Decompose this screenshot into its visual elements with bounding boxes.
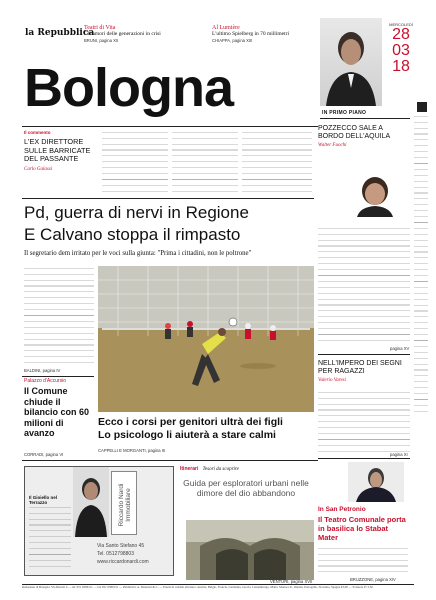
story-title: POZZECCO SALE A BORDO DELL'AQUILA (318, 125, 391, 140)
ad-address: Via Santo Stefano 45 (97, 543, 145, 549)
index-icon (417, 102, 427, 112)
agent-portrait-icon (73, 467, 109, 537)
conductor-photo-icon (348, 462, 404, 502)
newspaper-logo[interactable]: la Repubblica (25, 28, 95, 38)
right-story-san-petronio[interactable] (318, 506, 410, 542)
ad-logo-box (111, 471, 137, 535)
masthead-teaser-2[interactable] (212, 25, 316, 43)
date-month: 03 (392, 42, 410, 59)
editorial[interactable] (24, 130, 96, 172)
date-day: 28 (392, 26, 410, 43)
headline-byline: BALDINI, pagina IV (24, 368, 61, 373)
ad-kicker: Il Gioiello nel Terrazzo (29, 495, 58, 505)
pozzecco-text (318, 228, 410, 346)
bottom-story-author: VENTURI, pagina XVII (270, 579, 313, 584)
abandoned-building-photo (186, 520, 314, 580)
concert-photo (348, 462, 404, 502)
date-box (386, 22, 416, 75)
teaser-title: Teatri di Vita (84, 25, 116, 31)
bottom-story[interactable] (180, 466, 312, 498)
villa-photo-icon (186, 520, 314, 580)
headline-body (24, 268, 94, 368)
date-year: 18 (392, 58, 410, 75)
editorial-section: Il commento (24, 130, 51, 135)
photo-story-headline[interactable] (98, 416, 316, 442)
city-title: Bologna (24, 58, 233, 118)
bottom-story-kicker: Tesori da scoprire (202, 467, 239, 472)
editorial-title: L'EX DIRETTORE SULLE BARRICATE DEL PASSANTE (24, 137, 91, 163)
segni-text (318, 392, 410, 452)
san-petronio-author: BRUZZONE, pagina XIV (350, 577, 396, 582)
goalkeeper-photo-icon (98, 266, 314, 412)
football-photo (98, 266, 314, 412)
segni-page: pagina XI (390, 452, 408, 457)
story-author: Valerio Varesi (318, 378, 347, 383)
story-title: Il Teatro Comunale porta in basilica lo Stabat Mater (318, 515, 406, 542)
headline-line-2: E Calvano stoppa il rimpasto (24, 225, 241, 244)
san-petronio-text (318, 548, 408, 574)
story-author: Walter Fuochi (318, 143, 347, 148)
teaser-author: CHIAPPA, pagina XIII (212, 37, 253, 43)
editorial-body-3 (242, 132, 312, 192)
bottom-story-section: Itinerari (180, 466, 199, 472)
main-headline[interactable] (24, 202, 316, 246)
photo-story-line-1: Ecco i corsi per genitori ultrà dei figli (98, 416, 283, 428)
teaser-text: Gli amori delle generazioni in crisi (84, 31, 161, 37)
headline-sub: Il segretario dem irritato per le voci sulla giunta: "Prima i cittadini, non le poltrone" (24, 250, 252, 257)
pozzecco-page: pagina XV (390, 346, 410, 351)
ad-phone: Tel. 0512798803 (97, 551, 134, 557)
portrait-photo (320, 18, 382, 106)
real-estate-ad[interactable] (24, 466, 174, 576)
story-section: In San Petronio (318, 506, 366, 513)
in-primo-piano-label: IN PRIMO PIANO (322, 110, 367, 116)
teaser-text: L'ultimo Spielberg in 70 millimetri (212, 31, 289, 37)
story-title: NELL'IMPERO DEI SEGNI PER RAGAZZI (318, 360, 402, 375)
story-section: Palazzo d'Accursio (24, 378, 67, 384)
photo-story-credit: CAPPELLI E MORGANTI, pagina III (98, 448, 166, 453)
right-story-pozzecco[interactable] (318, 125, 410, 148)
photo-story-line-2: Lo psicologo li aiuterà a stare calmi (98, 429, 276, 441)
ad-web: www.riccardonardi.com (97, 559, 149, 565)
right-story-segni[interactable] (318, 360, 410, 383)
teaser-author: BRUNI, pagina XII (84, 37, 119, 43)
editorial-body (102, 132, 168, 192)
masthead-teaser-1[interactable] (84, 25, 202, 43)
ad-brand-name: Riccardo Nardi Immobiliare (118, 483, 132, 527)
ad-text-block (29, 495, 71, 569)
weekday: MERCOLEDÌ (389, 22, 413, 27)
bottom-story-header (180, 466, 312, 472)
footer-text: Redazione di Bologna: Via Rizzoli 4 — tel. 051 6580111 — fax 051 6580131 — Pubblicità: A. Manzoni & C. — Prezzi di vendita all'estero: Austria, Belgio, Francia, Germania, Grecia, Lussemburgo, Malta, Monaco P., Olanda, Portogallo, Slovenia, Spagna €3,00 — Svizzera Fr 3,50 (22, 586, 373, 589)
pozzecco-photo (354, 173, 396, 217)
left-story-author: CORRADI, pagina VI (24, 452, 64, 457)
left-story-bilancio[interactable] (24, 378, 94, 439)
headline-line-1: Pd, guerra di nervi in Regione (24, 203, 249, 222)
sidebar-index (414, 100, 430, 430)
story-title: Il Comune chiude il bilancio con 60 milioni di avanzo (24, 386, 90, 438)
player-portrait-icon (354, 173, 396, 217)
teaser-title: Al Lumière (212, 25, 240, 31)
editorial-body-2 (172, 132, 238, 192)
man-silhouette-icon (320, 18, 382, 106)
bottom-story-title: Guida per esploratori urbani nelle dimore del dio abbandono (183, 478, 309, 498)
editorial-author: Carlo Galassi (24, 166, 53, 172)
